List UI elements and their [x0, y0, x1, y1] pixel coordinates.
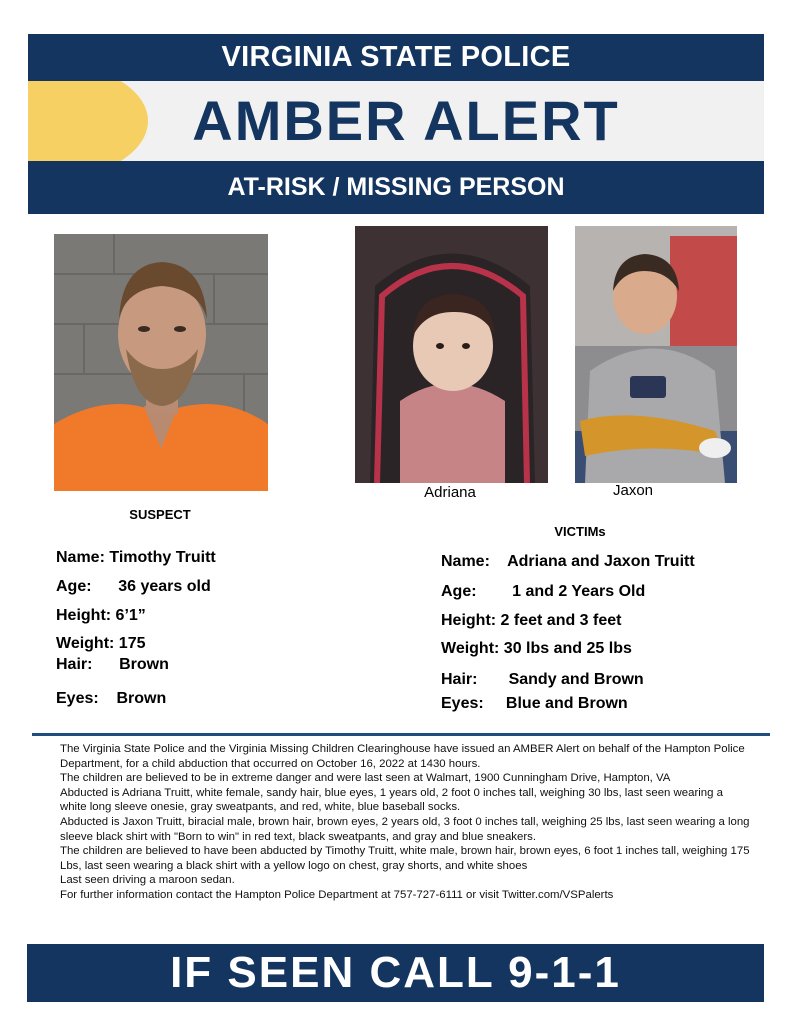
suspect-height: Height: 6’1”: [56, 607, 146, 624]
suspect-hair: Hair: Brown: [56, 656, 169, 673]
call-911-banner: IF SEEN CALL 9-1-1: [27, 944, 764, 1002]
victims-name: Name: Adriana and Jaxon Truitt: [441, 553, 695, 570]
suspect-age: Age: 36 years old: [56, 578, 211, 595]
victims-height: Height: 2 feet and 3 feet: [441, 612, 622, 629]
details-line: The children are believed to have been abducted by Timothy Truitt, white male, brown hair, brown eyes, 6 foot 1 inches tall, weighing 175 Lbs, last seen wearing a black shirt with a yellow logo on chest, gray shorts, and white shoes: [60, 845, 750, 872]
suspect-weight: Weight: 175: [56, 635, 146, 652]
amber-alert-banner: [28, 81, 764, 161]
victims-age: Age: 1 and 2 Years Old: [441, 583, 646, 600]
details-line: Last seen driving a maroon sedan.: [60, 874, 235, 887]
suspect-photo: [54, 234, 268, 491]
victims-hair: Hair: Sandy and Brown: [441, 671, 644, 688]
details-line: The children are believed to be in extreme danger and were last seen at Walmart, 1900 Cunningham Drive, Hampton, VA: [60, 772, 671, 785]
victim-photo-adriana: [355, 226, 548, 483]
details-line: Abducted is Jaxon Truitt, biracial male, brown hair, brown eyes, 2 years old, 3 foot 0 inches tall, weighing 25 lbs, last seen wearing a long sleeve black shirt with "Born to win" in red text, black sweatpants, and gray and blue sneakers.: [60, 815, 750, 843]
victims-weight: Weight: 30 lbs and 25 lbs: [441, 640, 632, 657]
victim-caption-adriana: Adriana: [424, 484, 476, 501]
details-line: Abducted is Adriana Truitt, white female, sandy hair, blue eyes, 1 years old, 2 foot 0 inches tall, weighing 30 lbs, last seen wearing a white long sleeve onesie, gray sweatpants, and red, white, blue baseball socks.: [60, 786, 723, 814]
amber-alert-title: AMBER ALERT: [192, 89, 620, 152]
victims-eyes: Eyes: Blue and Brown: [441, 695, 628, 712]
details-line: The Virginia State Police and the Virginia Missing Children Clearinghouse have issued an AMBER Alert on behalf of the Hampton Police Department, for a child abduction that occurred on October 16, 2022 at 1430 hours.: [60, 743, 745, 770]
agency-banner: VIRGINIA STATE POLICE: [28, 34, 764, 81]
details-line: For further information contact the Hampton Police Department at 757-727-6111 or visit Twitter.com/VSPalerts: [60, 888, 614, 901]
suspect-heading: SUSPECT: [129, 507, 191, 522]
suspect-eyes: Eyes: Brown: [56, 690, 167, 707]
missing-person-banner: AT-RISK / MISSING PERSON: [28, 161, 764, 214]
suspect-name: Name: Timothy Truitt: [56, 549, 216, 566]
victim-photo-jaxon: [575, 226, 737, 483]
section-divider: [32, 733, 770, 736]
victim-caption-jaxon: Jaxon: [612, 482, 654, 499]
victims-heading: VICTIMs: [554, 524, 606, 539]
alert-details: [60, 742, 750, 903]
